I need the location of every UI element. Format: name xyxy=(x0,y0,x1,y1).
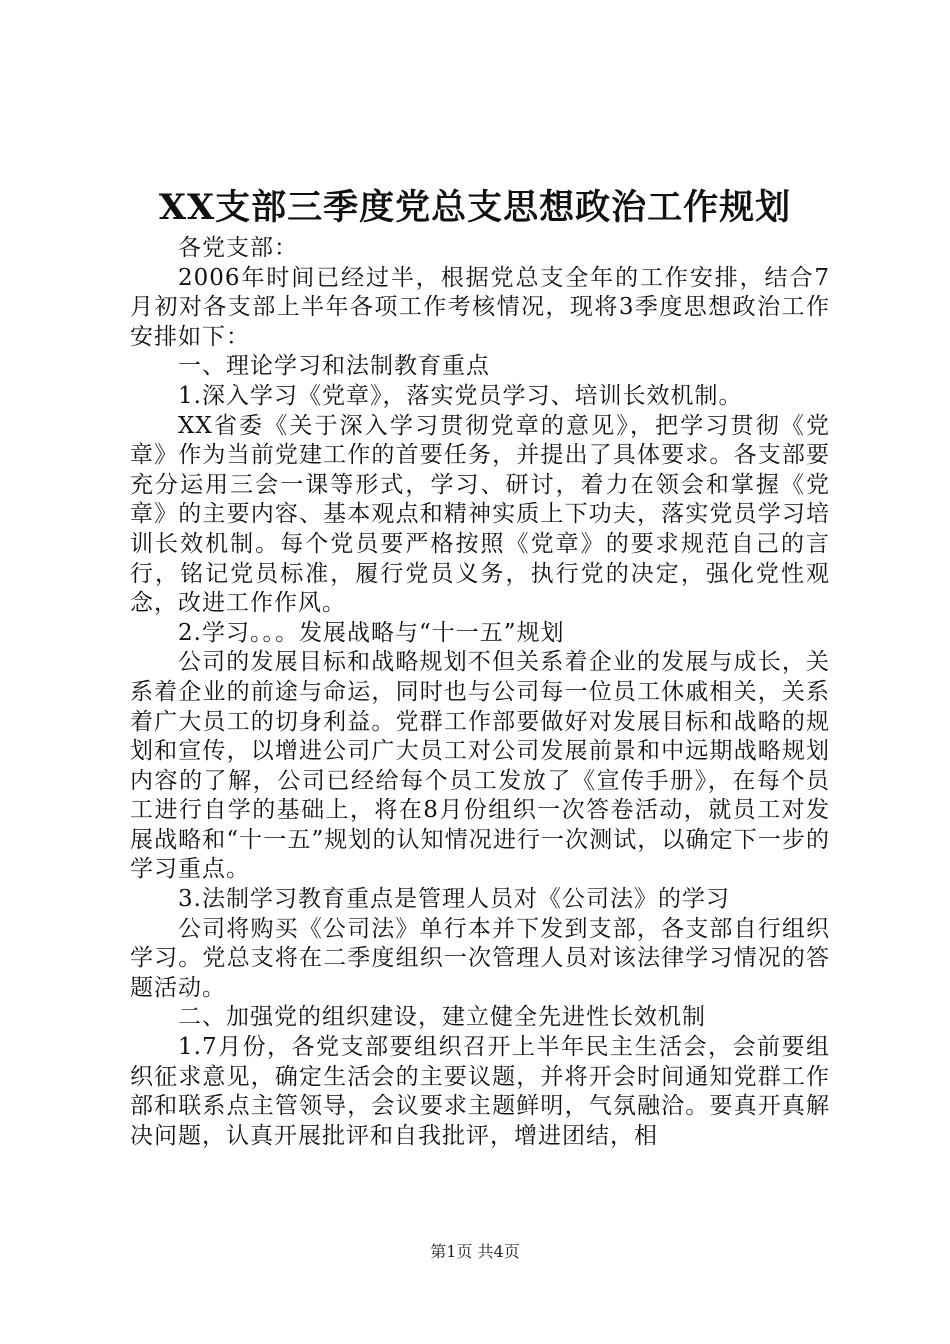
salutation: 各党支部： xyxy=(178,235,298,261)
document-body xyxy=(130,234,830,1151)
subsection-heading: 3.法制学习教育重点是管理人员对《公司法》的学习 xyxy=(178,886,730,913)
body-paragraph: XX省委《关于深入学习贯彻党章的意见》，把学习贯彻《党章》作为当前党建工作的首要任务，并提出了具体要求。各支部要充分运用三会一课等形式，学习、研讨，着力在领会和掌握《党章》的主要内容、基本观点和精神实质上下功夫，落实党员学习培训长效机制。每个党员要严格按照《党章》的要求规范自己的言行，铭记党员标准，履行党员义务，执行党的决定，强化党性观念，改进工作作风。 xyxy=(130,412,830,617)
intro-paragraph: 2006年时间已经过半，根据党总支全年的工作安排，结合7月初对各支部上半年各项工作考核情况，现将3季度思想政治工作安排如下： xyxy=(130,264,830,350)
subsection-heading: 1.深入学习《党章》，落实党员学习、培训长效机制。 xyxy=(178,382,743,409)
section-heading: 二、加强党的组织建设，建立健全先进性长效机制 xyxy=(178,1004,706,1031)
subsection-heading: 2.学习。。。发展战略与“十一五”规划 xyxy=(178,619,565,646)
document-title: XX支部三季度党总支思想政治工作规划 xyxy=(158,187,792,228)
page-number: 第1页 共4页 xyxy=(430,1242,520,1261)
section-heading: 一、理论学习和法制教育重点 xyxy=(178,353,490,380)
body-paragraph: 公司的发展目标和战略规划不但关系着企业的发展与成长，关系着企业的前途与命运，同时也与公司每一位员工休戚相关，关系着广大员工的切身利益。党群工作部要做好对发展目标和战略的规划和宣传，以增进公司广大员工对公司发展前景和中远期战略规划内容的了解，公司已经给每个员工发放了《宣传手册》，在每个员工进行自学的基础上，将在8月份组织一次答卷活动，就员工对发展战略和“十一五”规划的认知情况进行一次测试，以确定下一步的学习重点。 xyxy=(130,649,830,883)
body-paragraph: 1.7月份，各党支部要组织召开上半年民主生活会，会前要组织征求意见，确定生活会的主要议题，并将开会时间通知党群工作部和联系点主管领导，会议要求主题鲜明，气氛融洽。要真开真解决问题，认真开展批评和自我批评，增进团结，相 xyxy=(130,1034,830,1149)
body-paragraph: 公司将购买《公司法》单行本并下发到支部，各支部自行组织学习。党总支将在二季度组织一次管理人员对该法律学习情况的答题活动。 xyxy=(130,915,830,1001)
